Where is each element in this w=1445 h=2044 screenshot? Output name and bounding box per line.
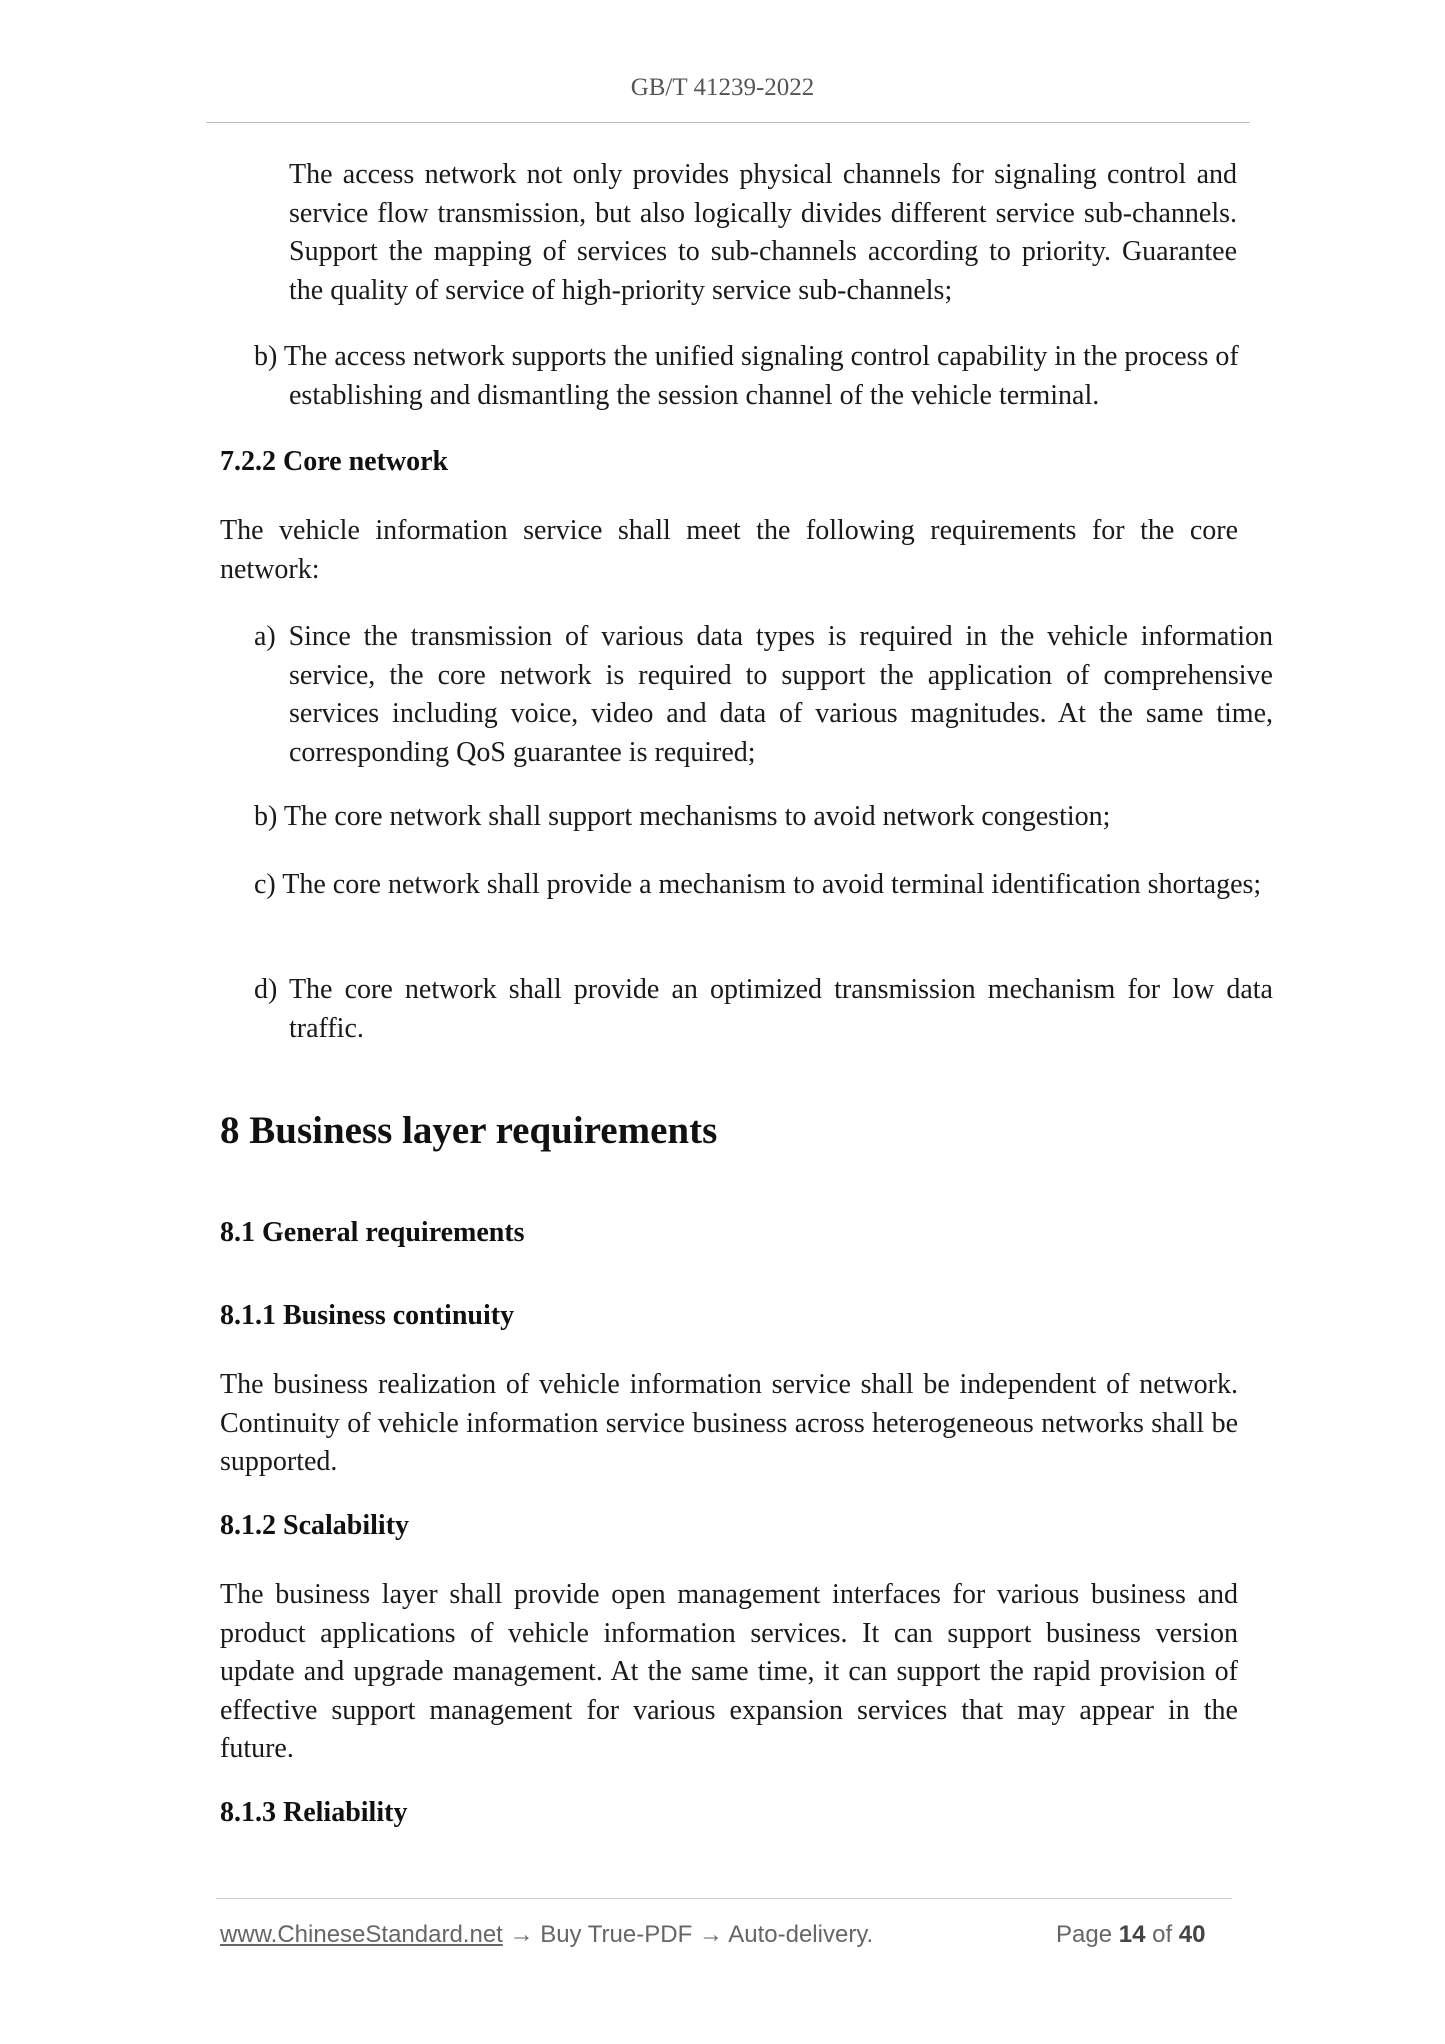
section-7-2-2-heading: 7.2.2 Core network bbox=[220, 446, 449, 477]
footer-divider bbox=[216, 1898, 1232, 1899]
of-label: of bbox=[1152, 1921, 1173, 1948]
core-item-a: a) Since the transmission of various data types is required in the vehicle information service, the core network is required to support the application of comprehensive services including voice, video and data of various magnitudes. At the same time, corresponding QoS guarantee is required; bbox=[254, 621, 1273, 768]
access-network-item-b: b) The access network supports the unified signaling control capability in the process of establishing and dismantling the session channel of the vehicle terminal. bbox=[254, 341, 1239, 411]
section-8-1-1-heading: 8.1.1 Business continuity bbox=[220, 1300, 515, 1331]
core-item-b: b) The core network shall support mechanisms to avoid network congestion; bbox=[254, 801, 1111, 832]
section-8-1-heading: 8.1 General requirements bbox=[220, 1217, 525, 1248]
section-8-1-2-heading: 8.1.2 Scalability bbox=[220, 1510, 410, 1541]
core-item-d: d) The core network shall provide an optimized transmission mechanism for low data traffic. bbox=[254, 974, 1273, 1044]
auto-delivery-text: Auto-delivery. bbox=[728, 1921, 874, 1948]
section-8-1-1-text: The business realization of vehicle information service shall be independent of network. Continuity of vehicle information service business across heterogeneous networks shall be supported. bbox=[220, 1369, 1238, 1477]
section-8-1-2-text: The business layer shall provide open management interfaces for various business and product applications of vehicle information services. It can support business version update and upgrade management. At the same time, it can support the rapid provision of effective support management for various expansion services that may appear in the future. bbox=[220, 1579, 1238, 1764]
page-total: 40 bbox=[1178, 1921, 1206, 1948]
page-indicator bbox=[1056, 1921, 1206, 1949]
arrow-right-icon: → bbox=[509, 1921, 534, 1948]
footer-promo bbox=[220, 1921, 873, 1949]
section-8-1-3-heading: 8.1.3 Reliability bbox=[220, 1797, 408, 1828]
site-link[interactable]: www.ChineseStandard.net bbox=[220, 1921, 503, 1948]
page-current: 14 bbox=[1118, 1921, 1146, 1948]
header-doc-code: GB/T 41239-2022 bbox=[630, 74, 815, 101]
page-label: Page bbox=[1056, 1921, 1113, 1948]
arrow-right-icon: → bbox=[698, 1921, 723, 1948]
buy-true-pdf-text: Buy True-PDF bbox=[540, 1921, 693, 1948]
section-7-2-2-intro: The vehicle information service shall meet the following requirements for the core network: bbox=[220, 515, 1238, 585]
header-divider bbox=[206, 122, 1250, 123]
section-8-heading: 8 Business layer requirements bbox=[220, 1109, 718, 1152]
core-item-c: c) The core network shall provide a mechanism to avoid terminal identification shortages; bbox=[254, 869, 1262, 900]
access-network-paragraph: The access network not only provides physical channels for signaling control and service flow transmission, but also logically divides different service sub-channels. Support the mapping of services to sub-channels according to priority. Guarantee the quality of service of high-priority service sub-channels; bbox=[289, 159, 1237, 306]
